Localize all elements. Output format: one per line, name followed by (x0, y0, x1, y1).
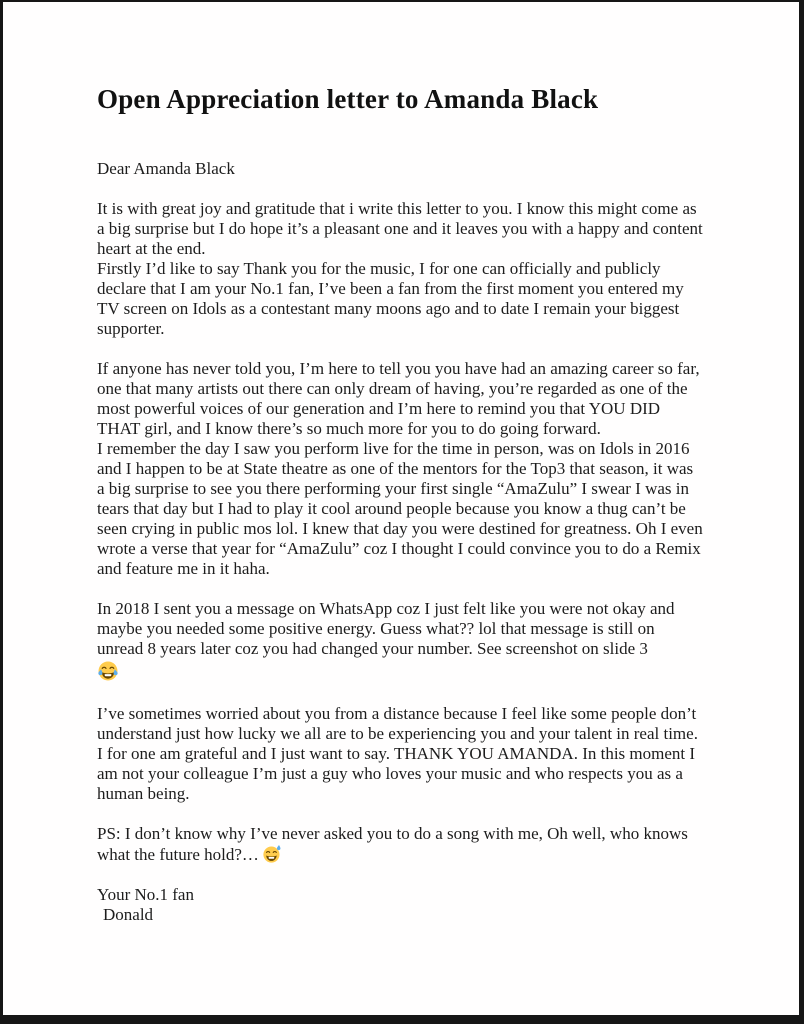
paragraph-gratitude (97, 704, 703, 804)
paragraph-text: If anyone has never told you, I’m here to tell you you have had an amazing career so far, one that many artists out there can only dream of having, you’re regarded as one of the most powerful voices of our generation and I’m here to remind you that YOU DID THAT girl, and I know there’s so much more for you to do going forward. (97, 359, 700, 438)
signature-role: Your No.1 fan (97, 885, 194, 904)
signature-name: Donald (103, 905, 154, 924)
emoji-line (97, 660, 703, 684)
paragraph-text: I remember the day I saw you perform live for the time in person, was on Idols in 2016 and I happen to be at State theatre as one of the mentors for the Top3 that season, it was a big surprise to see you there performing your first single “AmaZulu” I swear I was in tears that day but I had to play it cool around people because you know a thug can’t be seen crying in public mos lol. I knew that day you were destined for greatness. Oh I even wrote a verse that year for “AmaZulu” coz I thought I could convince you to do a Remix and feature me in it haha. (97, 439, 703, 578)
page-title: Open Appreciation letter to Amanda Black (97, 84, 599, 114)
letter-content (3, 2, 799, 925)
paragraph-whatsapp (97, 599, 703, 684)
paragraph-text: Firstly I’d like to say Thank you for the music, I for one can officially and publicly declare that I am your No.1 fan, I’ve been a fan from the first moment you entered my TV screen on Idols as a contestant many moons ago and to date I remain your biggest supporter. (97, 259, 684, 338)
paragraph-text: PS: I don’t know why I’ve never asked you to do a song with me, Oh well, who knows what the future hold?… (97, 824, 688, 864)
closing-signature (97, 885, 703, 925)
paragraph-career (97, 359, 703, 579)
letter-page (3, 2, 799, 1015)
face-with-tears-of-joy-emoji (97, 660, 119, 682)
paragraph-ps (97, 824, 703, 865)
paragraph-text: I’ve sometimes worried about you from a distance because I feel like some people don’t understand just how lucky we all are to be experiencing you and your talent in real time. I for one am grateful and I just want to say. THANK YOU AMANDA. In this moment I am not your colleague I’m just a guy who loves your music and who respects you as a human being. (97, 704, 698, 803)
paragraph-text: In 2018 I sent you a message on WhatsApp coz I just felt like you were not okay and maybe you needed some positive energy. Guess what?? lol that message is still on unread 8 years later coz you had changed your number. See screenshot on slide 3 (97, 599, 675, 658)
grinning-face-with-sweat-emoji (262, 844, 282, 864)
paragraph-intro (97, 199, 703, 339)
paragraph-text: It is with great joy and gratitude that i write this letter to you. I know this might come as a big surprise but I do hope it’s a pleasant one and it leaves you with a happy and content heart at the end. (97, 199, 703, 258)
salutation: Dear Amanda Black (97, 159, 235, 178)
